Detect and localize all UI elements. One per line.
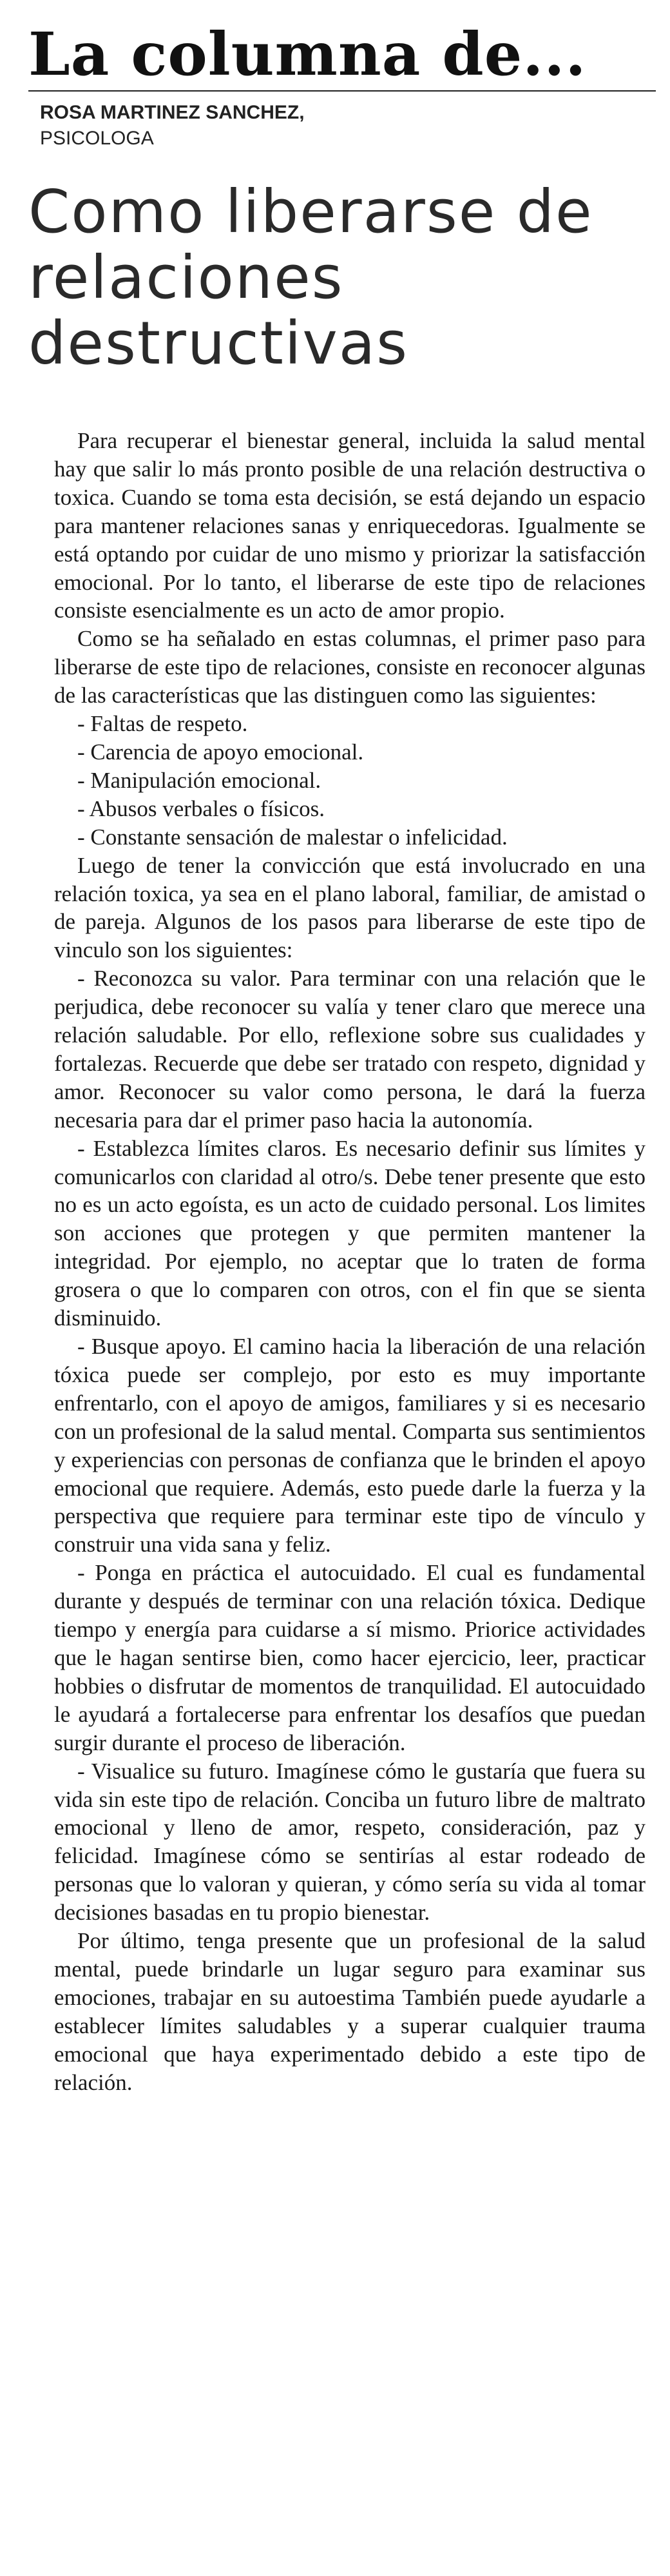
list-item: - Constante sensación de malestar o infelicidad. bbox=[77, 824, 508, 850]
list-item: - Abusos verbales o físicos. bbox=[77, 795, 325, 821]
step-paragraph: - Busque apoyo. El camino hacia la liberación de una relación tóxica puede ser complejo, por esto es muy importante enfrentarlo, con el apoyo de amigos, familiares y si es necesario con un profesional de la salud mental. Comparta sus sentimientos y experiencias con personas de confianza que le brinden el apoyo emocional que requiere. Además, esto puede darle la fuerza y la perspectiva que requiere para terminar este tipo de vínculo y construir una vida sana y feliz. bbox=[54, 1334, 646, 1557]
step-paragraph: - Establezca límites claros. Es necesario definir sus límites y comunicarlos con claridad al otro/s. Debe tener presente que esto no es un acto egoísta, es un acto de cuidado personal. Los limites son acciones que protegen y que permiten mantener la integridad. Por ejemplo, no aceptar que lo traten de forma grosera o que lo comparen con otros, con el fin que se sienta disminuido. bbox=[54, 1135, 646, 1331]
step-paragraph: - Reconozca su valor. Para terminar con una relación que le perjudica, debe reconocer su valía y tener claro que merece una relación saludable. Por ello, reflexione sobre sus cualidades y fortalezas. Recuerde que debe ser tratado con respeto, dignidad y amor. Reconocer su valor como persona, le dará la fuerza necesaria para dar el primer paso hacia la autonomía. bbox=[54, 966, 646, 1133]
list-item: - Manipulación emocional. bbox=[77, 767, 321, 793]
list-item: - Carencia de apoyo emocional. bbox=[77, 739, 364, 765]
closing-paragraph: Por último, tenga presente que un profesional de la salud mental, puede brindarle un lugar seguro para examinar sus emociones, trabajar en su autoestima También puede ayudarle a establecer límites saludables y a superar cualquier trauma emocional que haya experimentado debido a este tipo de relación. bbox=[54, 1928, 646, 2095]
step-paragraph: - Ponga en práctica el autocuidado. El cual es fundamental durante y después de terminar con una relación tóxica. Dedique tiempo y energía para cuidarse a sí mismo. Priorice actividades que le hagan sentirse bien, como hacer ejercicio, leer, practicar hobbies o disfrutar de momentos de tranquilidad. El autocuidado le ayudará a fortalecerse para enfrentar los desafíos que puedan surgir durante el proceso de liberación. bbox=[54, 1560, 646, 1755]
article-headline: Como liberarse de relaciones destructivas bbox=[28, 177, 593, 378]
column-title: La columna de... bbox=[28, 19, 587, 89]
list-item: - Faltas de respeto. bbox=[77, 711, 248, 737]
author-role: PSICOLOGA bbox=[40, 128, 154, 149]
body-paragraph: Como se ha señalado en estas columnas, el primer paso para liberarse de este tipo de relaciones, consiste en reconocer algunas de las características que las distinguen como las siguientes: bbox=[54, 626, 646, 708]
article-body bbox=[54, 427, 646, 2096]
step-paragraph: - Visualice su futuro. Imagínese cómo le gustaría que fuera su vida sin este tipo de relación. Conciba un futuro libre de maltrato emocional y lleno de amor, respeto, consideración, paz y felicidad. Imagínese cómo se sentirías al estar rodeado de personas que lo valoran y quieran, y cómo sería su vida al tomar decisiones basadas en tu propio bienestar. bbox=[54, 1758, 646, 1926]
header-rule bbox=[28, 90, 656, 92]
body-paragraph: Luego de tener la convicción que está involucrado en una relación toxica, ya sea en el plano laboral, familiar, de amistad o de pareja. Algunos de los pasos para liberarse de este tipo de vinculo son los siguientes: bbox=[54, 852, 646, 963]
author-name: ROSA MARTINEZ SANCHEZ, bbox=[40, 102, 305, 123]
body-paragraph: Para recuperar el bienestar general, incluida la salud mental hay que salir lo más pronto posible de una relación destructiva o toxica. Cuando se toma esta decisión, se está dejando un espacio para mantener relaciones sanas y enriquecedoras. Igualmente se está optando por cuidar de uno mismo y priorizar la satisfacción emocional. Por lo tanto, el liberarse de este tipo de relaciones consiste esencialmente es un acto de amor propio. bbox=[54, 428, 646, 623]
